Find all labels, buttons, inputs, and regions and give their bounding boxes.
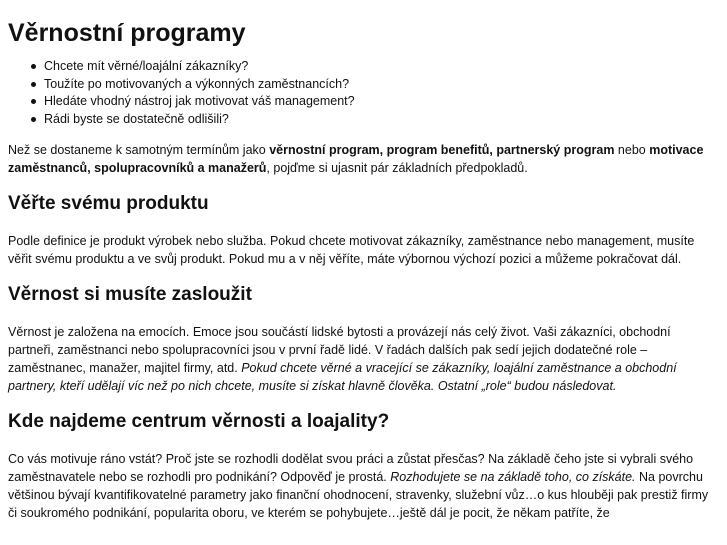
paragraph-text: Co vás motivuje ráno vstát? Proč jste se rozhodli dodělat svou práci a zůstat přesčas? Na základě čeho jste si vybrali svého zaměstnavatele nebo se rozhodli pro podnikání? Odpověď je prostá.	[8, 452, 694, 484]
intro-text: Než se dostaneme k samotným termínům jako	[8, 143, 270, 157]
bullet-list	[8, 58, 719, 128]
intro-text: nebo	[614, 143, 650, 157]
section-paragraph: Podle definice je produkt výrobek nebo služba. Pokud chcete motivovat zákazníky, zaměstnance nebo management, musíte věřit svému produktu a ve svůj produkt. Pokud mu a v něj věříte, máte výbornou výchozí pozici a můžeme pokračovat dál.	[8, 234, 695, 266]
intro-bold-motivation: motivace zaměstnanců, spolupracovníků a manažerů	[8, 143, 704, 175]
section-heading: Kde najdeme centrum věrnosti a loajality?	[8, 411, 390, 432]
intro-bold-terms: věrnostní program, program benefitů, partnerský program	[269, 143, 615, 157]
paragraph-text: Věrnost je založena na emocích. Emoce jsou součástí lidské bytosti a provázejí nás celý život. Vaši zákazníci, obchodní partneři, zaměstnanci nebo spolupracovníci jsou v první řadě lidé. V řadách dalších pak sedí jejich dodatečné role – zaměstnanec, manažer, majitel firmy, atd.	[8, 325, 671, 375]
section-paragraph	[8, 323, 719, 395]
page-title: Věrnostní programy	[8, 19, 246, 47]
section-paragraph	[8, 450, 719, 522]
paragraph-italic: Rozhodujete se na základě toho, co získáte.	[390, 470, 636, 484]
paragraph-text: Na povrchu většinou bývají kvantifikovatelné parametry jako finanční ohodnocení, stravenky, služební vůz…o kus hlouběji pak prestiž firmy či soukromého podnikání, popularita oboru, ve kterém se pohybujete…ještě dál je pocit, že někam patříte, že	[8, 470, 709, 520]
list-item: Rádi byste se dostatečně odlišili?	[44, 111, 719, 129]
section-heading: Věřte svému produktu	[8, 193, 209, 214]
list-item: Chcete mít věrné/loajální zákazníky?	[44, 58, 719, 76]
list-item: Toužíte po motivovaných a výkonných zaměstnancích?	[44, 76, 719, 94]
intro-paragraph	[8, 141, 719, 177]
section-heading: Věrnost si musíte zasloužit	[8, 284, 252, 305]
list-item: Hledáte vhodný nástroj jak motivovat váš management?	[44, 93, 719, 111]
paragraph-italic: Pokud chcete věrné a vracející se zákazníky, loajální zaměstnance a obchodní partnery, kteří udělají víc než po nich chcete, musíte si získat hlavně člověka. Ostatní „role“ budou následovat.	[8, 361, 677, 393]
intro-text: , pojďme si ujasnit pár základních předpokladů.	[266, 161, 528, 175]
